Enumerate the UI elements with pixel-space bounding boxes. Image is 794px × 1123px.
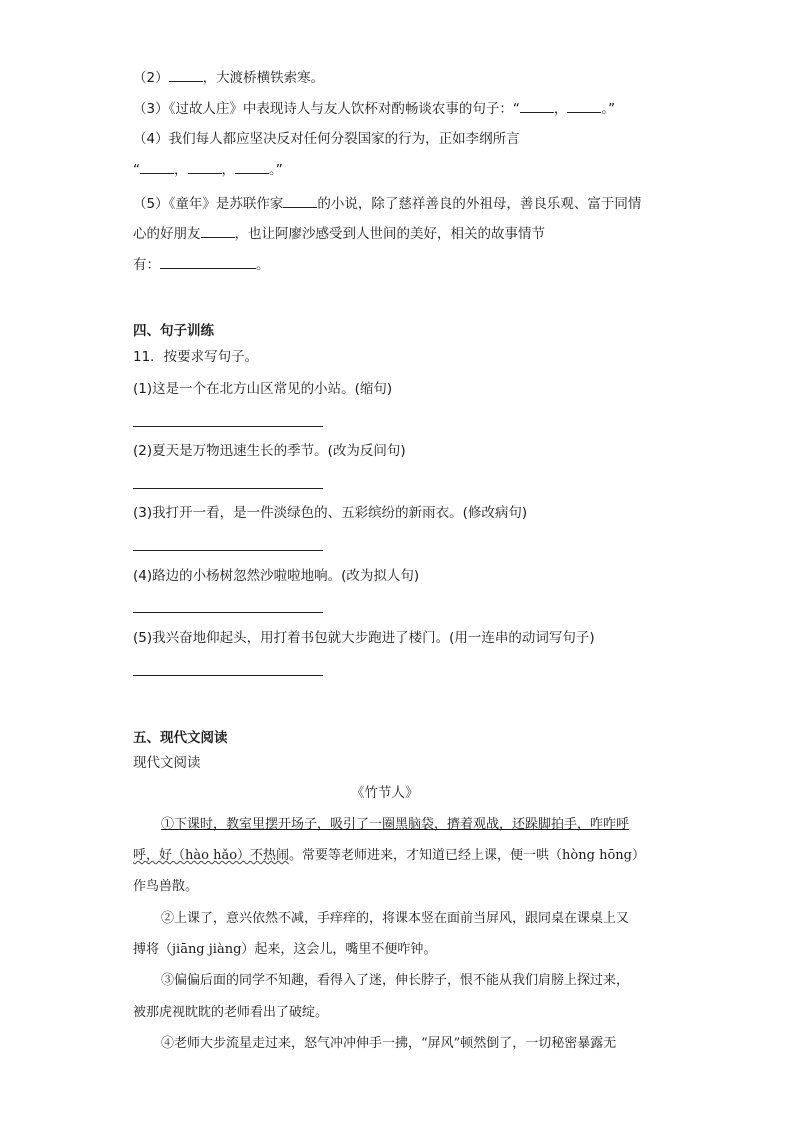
passage-p2-line2: 搏将（jiāng jiàng）起来，这会儿，嘴里不便咋钟。 <box>133 942 437 957</box>
q5-blank-author[interactable] <box>283 193 317 208</box>
q5-text-6: 。 <box>256 257 270 273</box>
q3-blank-2[interactable] <box>567 98 601 113</box>
q4-blank-2[interactable] <box>188 159 222 174</box>
q4-sep-1: ， <box>174 162 188 178</box>
q5-text-3: 心的好朋友 <box>133 226 201 242</box>
question-3-3 <box>133 98 615 119</box>
sentence-task-4: (4)路边的小杨树忽然沙啦啦地响。(改为拟人句) <box>133 568 420 584</box>
answer-line-4[interactable] <box>133 612 323 613</box>
q4-text: （4）我们每人都应坚决反对任何分裂国家的行为，正如李纲所言 <box>133 131 520 147</box>
question-3-4-line1 <box>133 129 520 149</box>
q3-prefix: （3）《过故人庄》中表现诗人与友人饮杯对酌畅谈农事的句子：“ <box>133 101 520 117</box>
q2-blank[interactable] <box>169 67 203 82</box>
answer-line-5[interactable] <box>133 675 323 676</box>
q5-blank-plot[interactable] <box>160 254 256 269</box>
q4-blank-1[interactable] <box>140 159 174 174</box>
question-3-5-line2 <box>133 223 545 244</box>
question-3-2 <box>133 67 324 88</box>
passage-p4-line1: ④老师大步流星走过来，怒气冲冲伸手一拂，“屏风”顿然倒了，一切秘密暴露无 <box>161 1036 617 1051</box>
answer-line-3[interactable] <box>133 550 323 551</box>
q5-text-5: 有： <box>133 257 160 273</box>
q4-blank-3[interactable] <box>235 159 269 174</box>
q4-close-quote: 。” <box>269 162 283 178</box>
section-4-heading: 四、句子训练 <box>133 323 214 339</box>
passage-p3-line1: ③偏偏后面的同学不知趣，看得入了迷，伸长脖子，恨不能从我们肩膀上探过来， <box>161 973 630 988</box>
section-5-heading: 五、现代文阅读 <box>133 730 228 746</box>
section-5-subheading: 现代文阅读 <box>133 755 201 771</box>
q4-open-quote: “ <box>133 162 140 178</box>
passage-p1-line3: 作鸟兽散。 <box>133 879 199 894</box>
sentence-task-3: (3)我打开一看，是一件淡绿色的、五彩缤纷的新雨衣。(修改病句) <box>133 505 528 521</box>
question-11-prompt: 11．按要求写句子。 <box>133 349 259 365</box>
passage-p1-line2 <box>133 846 645 866</box>
passage-p1-line1 <box>161 815 629 835</box>
q5-text-4: ，也让阿廖沙感受到人世间的美好，相关的故事情节 <box>234 226 545 242</box>
question-3-5-line3 <box>133 254 270 275</box>
q5-text-2: 的小说，除了慈祥善良的外祖母，善良乐观、富于同情 <box>317 196 642 212</box>
q2-prefix: （2） <box>133 70 169 86</box>
sentence-task-1: (1)这是一个在北方山区常见的小站。(缩句) <box>133 381 393 397</box>
q2-suffix: ，大渡桥横铁索寒。 <box>202 70 325 86</box>
q5-text-1: （5）《童年》是苏联作家 <box>133 196 284 212</box>
question-3-4-line2 <box>133 159 283 180</box>
passage-wavy-underlined: 呼，好（hào hǎo）不热闹 <box>133 848 290 863</box>
question-3-5-line1 <box>133 193 641 214</box>
answer-line-1[interactable] <box>133 426 323 427</box>
sentence-task-2: (2)夏天是万物迅速生长的季节。(改为反问句) <box>133 443 406 459</box>
passage-p1-rest: 。常要等老师进来，才知道已经上课，便一哄（hòng hōng） <box>289 848 645 863</box>
q3-blank-1[interactable] <box>520 98 554 113</box>
q5-blank-friend[interactable] <box>201 223 235 238</box>
passage-underlined-1: ①下课时，教室里摆开场子，吸引了一圈黑脑袋，擠着观战，还跺脚拍手，咋咋呼 <box>161 817 630 832</box>
passage-p3-line2: 被那虎视眈眈的老师看出了破绽。 <box>133 1005 329 1020</box>
answer-line-2[interactable] <box>133 488 323 489</box>
passage-title: 《竹节人》 <box>351 785 419 801</box>
q4-sep-2: ， <box>221 162 235 178</box>
q3-separator: ， <box>553 101 568 117</box>
sentence-task-5: (5)我兴奋地仰起头，用打着书包就大步跑进了楼门。(用一连串的动词写句子) <box>133 630 595 646</box>
passage-p2-line1: ②上课了，意兴依然不减，手痒痒的，将课本竖在面前当屏风，跟同桌在课桌上又 <box>161 911 630 926</box>
q3-suffix: 。” <box>601 101 616 117</box>
